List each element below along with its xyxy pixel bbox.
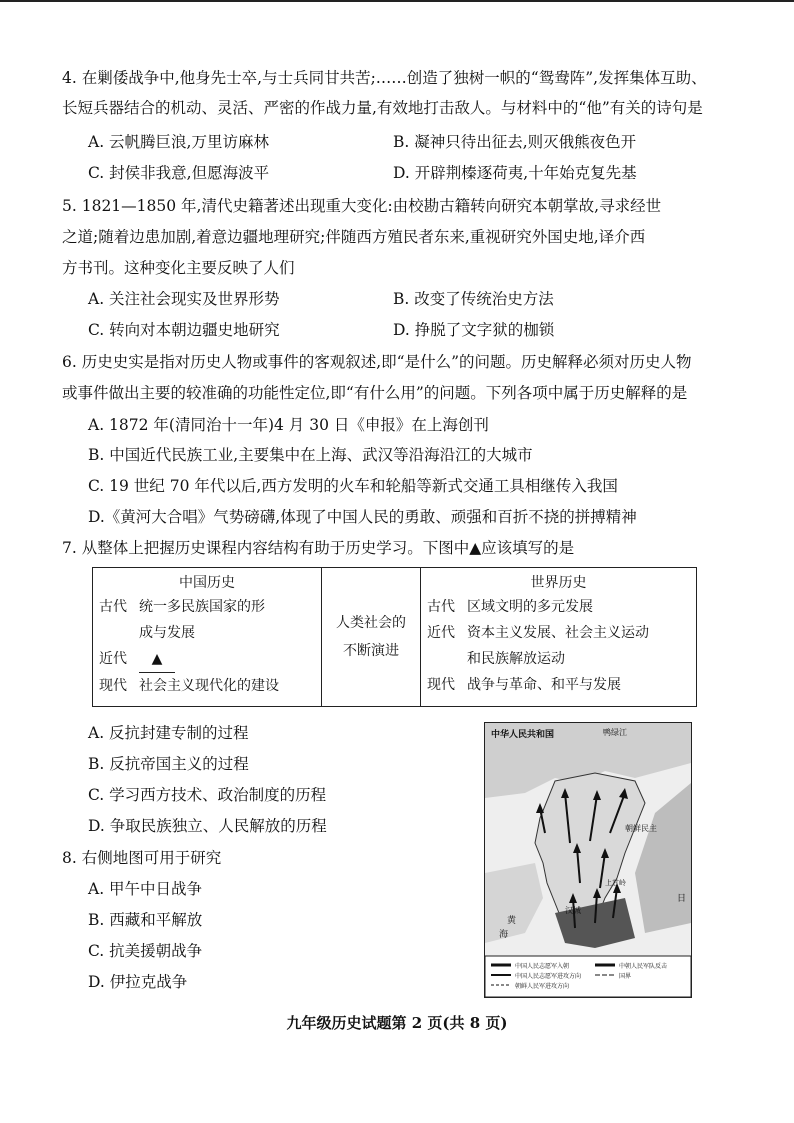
q6-option-c: C. 19 世纪 70 年代以后,西方发明的火车和轮船等新式交通工具相继传入我国 [88, 477, 618, 495]
page-footer: 九年级历史试题第 2 页(共 8 页) [286, 1014, 508, 1032]
china-history-title: 中国历史 [179, 575, 235, 591]
map-title: 中华人民共和国 [491, 729, 555, 739]
q5-option-a: A. 关注社会现实及世界形势 [88, 290, 280, 308]
map-drawing [485, 723, 691, 997]
map-legend-3: 朝鲜人民军进攻方向 [515, 984, 570, 990]
q6-option-d: D.《黄河大合唱》气势磅礴,体现了中国人民的勇敢、顽强和百折不挠的拼搏精神 [88, 508, 637, 526]
korean-war-map [484, 722, 692, 998]
q4-option-a: A. 云帆腾巨浪,万里访麻林 [88, 133, 269, 151]
world-ancient-era: 古代 [427, 599, 455, 615]
q4-stem-line2: 长短兵器结合的机动、灵活、严密的作战力量,有效地打击敌人。与材料中的“他”有关的诗句是 [62, 99, 703, 117]
q4-option-c: C. 封侯非我意,但愿海波平 [88, 164, 270, 182]
q6-stem-line1: 6. 历史史实是指对历史人物或事件的客观叙述,即“是什么”的问题。历史解释必须对历史人物 [62, 353, 692, 371]
china-modern-era: 近代 [99, 651, 127, 667]
q6-option-b: B. 中国近代民族工业,主要集中在上海、武汉等沿海沿江的大城市 [88, 446, 533, 464]
map-legend-5: 国界 [619, 974, 632, 980]
map-korea-label: 朝鲜民主 [625, 824, 657, 833]
q5-stem-line2: 之道;随着边患加剧,着意边疆地理研究;伴随西方殖民者东来,重视研究外国史地,译介西 [62, 228, 646, 246]
q5-option-d: D. 挣脱了文字狱的枷锁 [393, 321, 555, 339]
world-contemp-era: 现代 [427, 677, 455, 693]
map-shangganling-label: 上甘岭 [605, 880, 626, 887]
map-seoul-label: 汉城 [565, 906, 581, 915]
china-contemp-text: 社会主义现代化的建设 [139, 678, 279, 694]
china-contemp-era: 现代 [99, 678, 127, 694]
middle-text-1: 人类社会的 [336, 615, 406, 631]
q7-option-c: C. 学习西方技术、政治制度的历程 [88, 786, 327, 804]
q5-stem-line1: 5. 1821—1850 年,清代史籍著述出现重大变化:由校勘古籍转向研究本朝掌故,寻求经世 [62, 197, 662, 215]
q4-option-b: B. 凝神只待出征去,则灭俄熊夜色开 [393, 133, 637, 151]
triangle-blank-marker: ▲ [139, 646, 175, 673]
world-contemp-text: 战争与革命、和平与发展 [467, 677, 621, 693]
world-modern-text-2: 和民族解放运动 [467, 651, 565, 667]
world-ancient-text: 区域文明的多元发展 [467, 599, 593, 615]
china-ancient-text-1: 统一多民族国家的形 [139, 599, 265, 615]
q8-option-a: A. 甲午中日战争 [88, 880, 203, 898]
map-river-label: 鸭绿江 [603, 728, 627, 737]
world-history-title: 世界历史 [530, 575, 587, 591]
q5-option-b: B. 改变了传统治史方法 [393, 290, 554, 308]
q8-option-d: D. 伊拉克战争 [88, 973, 188, 991]
q6-stem-line2: 或事件做出主要的较准确的功能性定位,即“有什么用”的问题。下列各项中属于历史解释的是 [62, 384, 688, 402]
q4-stem-line1: 4. 在剿倭战争中,他身先士卒,与士兵同甘共苦;……创造了独树一帜的“鸳鸯阵”,发挥集体互助、 [62, 69, 707, 87]
world-history-cell [421, 568, 697, 707]
china-ancient-era: 古代 [99, 599, 127, 615]
q5-option-c: C. 转向对本朝边疆史地研究 [88, 321, 280, 339]
q7-option-d: D. 争取民族独立、人民解放的历程 [88, 817, 327, 835]
q7-option-b: B. 反抗帝国主义的过程 [88, 755, 249, 773]
china-ancient-text-2: 成与发展 [139, 625, 195, 641]
world-modern-era: 近代 [427, 625, 455, 641]
q8-option-b: B. 西藏和平解放 [88, 911, 203, 929]
q4-option-d: D. 开辟荆榛逐荷夷,十年始克复先基 [393, 164, 637, 182]
map-japan-label: 日 [677, 893, 687, 903]
q8-stem: 8. 右侧地图可用于研究 [62, 849, 222, 867]
map-sea-label-2: 海 [499, 929, 509, 939]
q6-option-a: A. 1872 年(清同治十一年)4 月 30 日《申报》在上海创刊 [88, 416, 489, 434]
history-structure-table [92, 567, 697, 707]
q8-option-c: C. 抗美援朝战争 [88, 942, 203, 960]
middle-text-2: 不断演进 [343, 643, 399, 659]
top-rule [0, 0, 794, 2]
map-legend-1: 中国人民志愿军入朝 [515, 964, 570, 970]
q7-option-a: A. 反抗封建专制的过程 [88, 724, 249, 742]
q5-stem-line3: 方书刊。这种变化主要反映了人们 [62, 259, 295, 277]
map-sea-label: 黄 [507, 915, 517, 925]
map-legend-4: 中朝人民军队反击 [619, 964, 668, 970]
map-legend-2: 中国人民志愿军进攻方向 [515, 974, 582, 980]
q7-stem: 7. 从整体上把握历史课程内容结构有助于历史学习。下图中▲应该填写的是 [62, 539, 575, 557]
china-history-cell [93, 568, 322, 707]
middle-cell [322, 568, 421, 707]
world-modern-text-1: 资本主义发展、社会主义运动 [467, 625, 649, 641]
